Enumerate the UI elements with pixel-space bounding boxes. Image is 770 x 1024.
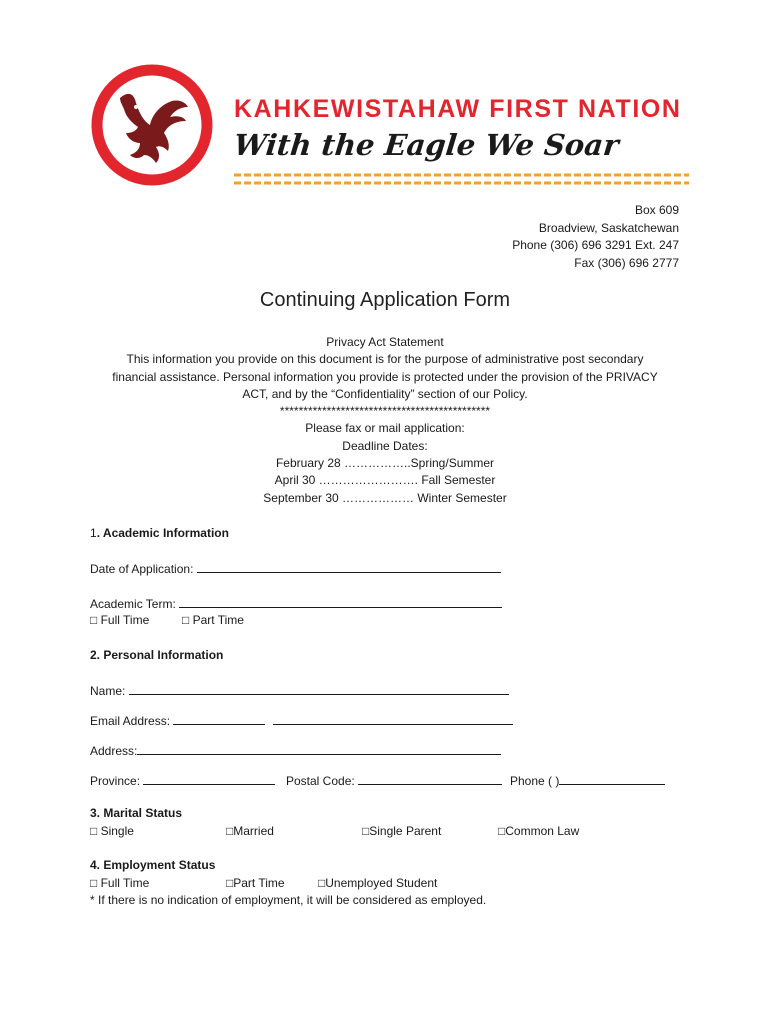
part-time-checkbox[interactable]: □ Part Time xyxy=(182,613,244,627)
address-row: Address: xyxy=(90,743,501,758)
privacy-text: This information you provide on this document is for the purpose of administrative post secondary xyxy=(126,352,644,367)
eagle-icon xyxy=(120,94,188,163)
decorative-rule xyxy=(234,171,689,187)
province-field[interactable] xyxy=(143,773,275,785)
section-employment-heading: 4. Employment Status xyxy=(90,858,216,872)
address-line: Broadview, Saskatchewan xyxy=(538,220,679,235)
email-field-part2[interactable] xyxy=(273,713,513,725)
single-parent-checkbox[interactable]: □Single Parent xyxy=(362,824,442,838)
date-of-application-row: Date of Application: xyxy=(90,561,501,576)
common-law-checkbox[interactable]: □Common Law xyxy=(498,824,580,838)
employment-note: * If there is no indication of employment, it will be considered as employed. xyxy=(90,893,487,907)
address-line: Box 609 xyxy=(634,203,679,217)
province-row: Province: xyxy=(90,773,275,788)
married-checkbox[interactable]: □Married xyxy=(226,824,274,838)
privacy-statement xyxy=(0,334,770,507)
deadline-item: April 30 ……………………. Fall Semester xyxy=(274,473,496,488)
academic-term-field[interactable] xyxy=(179,596,502,608)
name-row: Name: xyxy=(90,683,509,698)
email-row: Email Address: xyxy=(90,713,513,728)
contact-address xyxy=(512,202,679,272)
date-of-application-field[interactable] xyxy=(197,561,501,573)
section-academic-heading: 1. Academic Information xyxy=(90,526,229,540)
section-marital-heading: 3. Marital Status xyxy=(90,806,183,820)
single-checkbox[interactable]: □ Single xyxy=(90,824,134,838)
employment-full-time-checkbox[interactable]: □ Full Time xyxy=(90,876,150,890)
employment-part-time-checkbox[interactable]: □Part Time xyxy=(226,876,285,890)
unemployed-student-checkbox[interactable]: □Unemployed Student xyxy=(318,876,438,890)
phone-field[interactable] xyxy=(559,773,665,785)
deadline-heading: Deadline Dates: xyxy=(342,438,428,453)
deadline-item: February 28 ……………..Spring/Summer xyxy=(275,456,495,471)
fax-mail-note: Please fax or mail application: xyxy=(305,421,465,436)
separator-stars: ********************************************* xyxy=(279,404,491,419)
email-field-part1[interactable] xyxy=(173,713,265,725)
privacy-text: financial assistance. Personal information you provide is protected under the provision of the PRIVACY xyxy=(112,369,658,384)
section-personal-heading: 2. Personal Information xyxy=(90,648,224,662)
name-field[interactable] xyxy=(129,683,509,695)
eagle-logo xyxy=(90,63,214,187)
privacy-text: ACT, and by the “Confidentiality” section of our Policy. xyxy=(242,386,528,401)
form-title: Continuing Application Form xyxy=(259,289,511,311)
deadline-item: September 30 ……………… Winter Semester xyxy=(263,490,507,505)
postal-code-row: Postal Code: xyxy=(286,773,502,788)
full-time-checkbox[interactable]: □ Full Time xyxy=(90,613,150,627)
organization-motto: With the Eagle We Soar xyxy=(232,128,621,162)
phone-row: Phone ( ) xyxy=(510,773,665,788)
phone-line: Phone (306) 696 3291 Ext. 247 xyxy=(512,238,679,252)
fax-line: Fax (306) 696 2777 xyxy=(574,255,679,270)
privacy-heading: Privacy Act Statement xyxy=(326,335,444,349)
address-field[interactable] xyxy=(137,743,501,755)
academic-term-row: Academic Term: xyxy=(90,596,502,611)
postal-code-field[interactable] xyxy=(358,773,502,785)
organization-name: KAHKEWISTAHAW FIRST NATION xyxy=(234,95,682,123)
